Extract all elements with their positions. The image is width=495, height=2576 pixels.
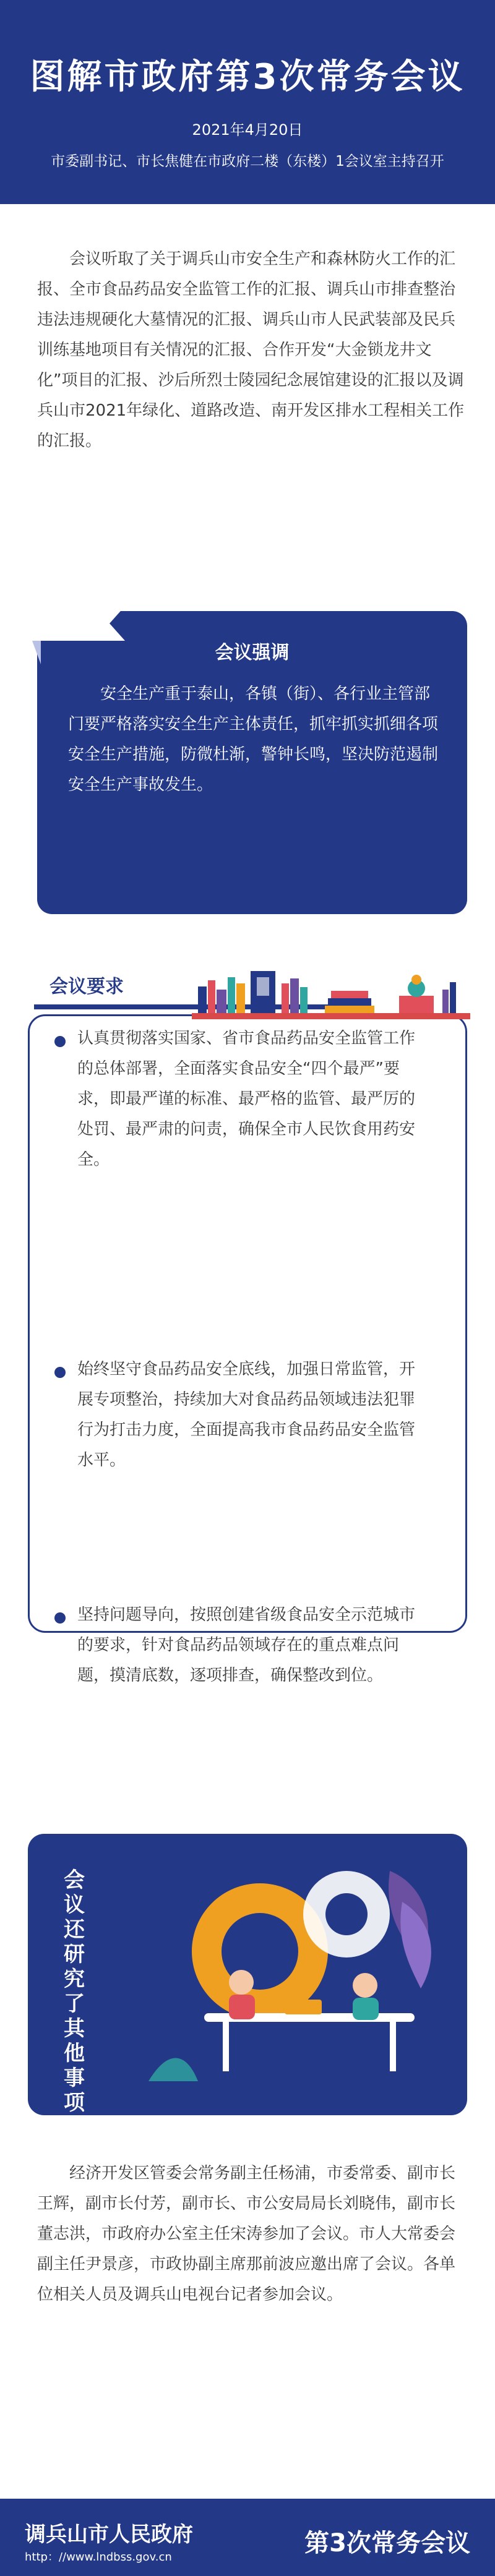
emphasis-title: 会议强调 xyxy=(215,642,290,664)
bullet-dot xyxy=(54,1367,66,1378)
footer-meeting-label: 第3次常务会议 xyxy=(304,2529,470,2557)
footer-organization: 调兵山市人民政府 xyxy=(25,2522,193,2547)
meeting-date: 2021年4月20日 xyxy=(192,121,303,139)
header-banner xyxy=(0,0,495,204)
requirements-title: 会议要求 xyxy=(50,971,173,1001)
attendees-paragraph: 经济开发区管委会常务副主任杨浦，市委常委、副市长王辉，副市长付芳，副市长、市公安局局长刘晓伟，副市长董志洪，市政府办公室主任宋涛参加了会议。市人大常委会副主任尹景彦，市政协副主席那前波应邀出席了会议。各单位相关人员及调兵山电视台记者参加会议。 xyxy=(37,2164,456,2304)
bullet-dot xyxy=(54,1036,66,1047)
other-matters-vertical-title: 会 议 还 研 究 了 其 他 事 项 xyxy=(64,1868,85,2115)
emphasis-panel xyxy=(37,611,467,914)
requirement-item: 坚持问题导向，按照创建省级食品安全示范城市的要求，针对食品药品领域存在的重点难点问题，摸清底数，逐项排查，确保整改到位。 xyxy=(77,1606,416,1685)
footer-bar xyxy=(0,2499,495,2576)
requirement-item: 始终坚守食品药品安全底线，加强日常监管，开展专项整治，持续加大对食品药品领域违法犯罪行为打击力度，全面提高我市食品药品安全监管水平。 xyxy=(77,1360,416,1470)
page-title: 图解市政府第3次常务会议 xyxy=(30,57,465,97)
intro-paragraph: 会议听取了关于调兵山市安全生产和森林防火工作的汇报、全市食品药品安全监管工作的汇报、调兵山市排查整治违法违规硬化大墓情况的汇报、调兵山市人民武装部及民兵训练基地项目有关情况的汇报、合作开发“大金锁龙井文化”项目的汇报、沙后所烈士陵园纪念展馆建设的汇报以及调兵山市2021年绿化、道路改造、南开发区排水工程相关工作的汇报。 xyxy=(37,250,465,450)
meeting-venue: 市委副书记、市长焦健在市政府二楼（东楼）1会议室主持召开 xyxy=(51,153,444,169)
bullet-dot xyxy=(54,1612,66,1624)
meeting-illustration xyxy=(130,1846,452,2106)
bookshelf-illustration xyxy=(189,952,473,1021)
emphasis-text: 安全生产重于泰山，各镇（街）、各行业主管部门要严格落实安全生产主体责任，抓牢抓实抓细各项安全生产措施，防微杜渐，警钟长鸣，坚决防范遏制安全生产事故发生。 xyxy=(68,685,439,794)
requirement-item: 认真贯彻落实国家、省市食品药品安全监管工作的总体部署，全面落实食品安全“四个最严”要求，即最严谨的标准、最严格的监管、最严厉的处罚、最严肃的问责，确保全市人民饮食用药安全。 xyxy=(77,1029,416,1169)
footer-url[interactable]: http：//www.lndbss.gov.cn xyxy=(25,2551,172,2564)
